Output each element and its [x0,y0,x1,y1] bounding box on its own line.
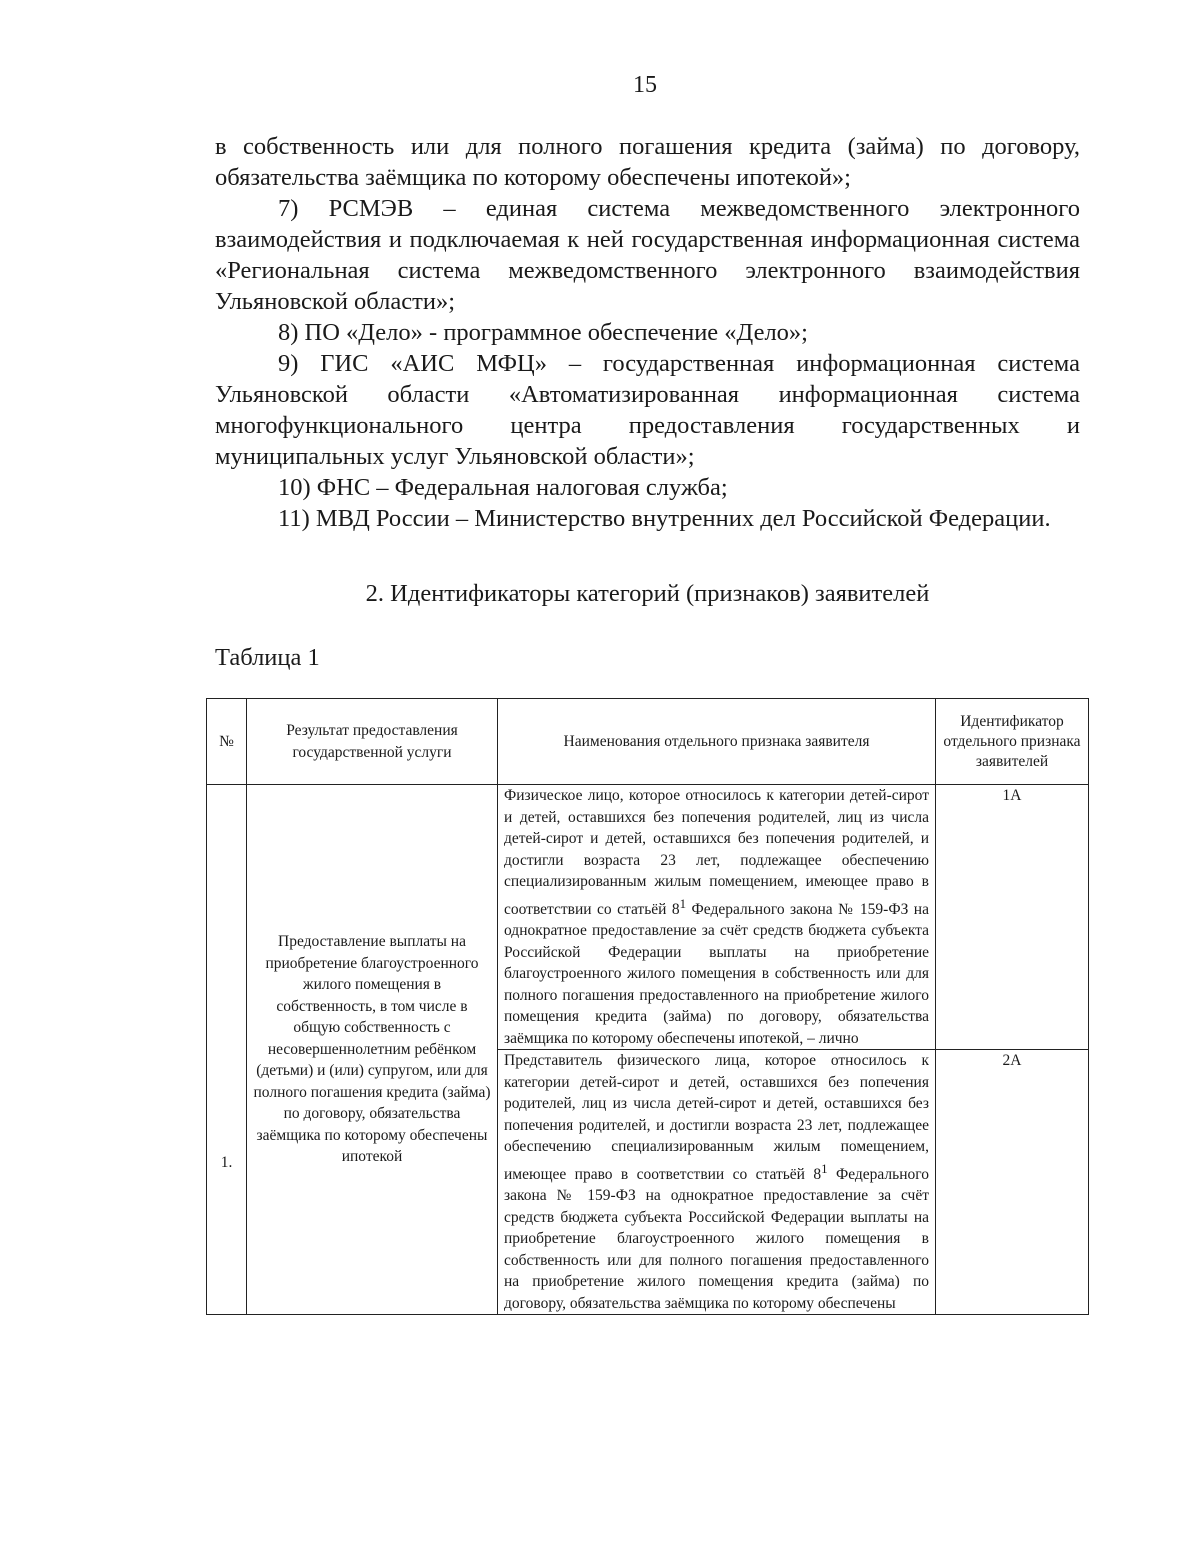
paragraph-gis-ais-mfc: 9) ГИС «АИС МФЦ» – государственная информационная система Ульяновской области «Автоматизированная информационная система многофункционального центра предоставления государственных и муниципальных услуг Ульяновской области»; [215,350,1080,470]
row-result: Предоставление выплаты на приобретение благоустроенного жилого помещения в собственность, в том числе в общую собственность с несовершеннолетним ребёнком (детьми) и (или) супругом, или для полного погашения кредита (займа) по договору, обязательства заёмщика по которому обеспечены ипотекой [247,785,498,1315]
desc-2-text: Представитель физического лица, которое относилось к категории детей-сирот и детей, оставшихся без попечения родителей, лиц из числа детей-сирот и детей, оставшихся без попечения родителей, и достигли возраста 23 лет, подлежащее обеспечению специализированным жилым помещением, имеющее право в соответствии со статьёй 8 [504,1052,929,1183]
header-num: № [207,699,247,785]
paragraph-po-delo: 8) ПО «Дело» - программное обеспечение «Дело»; [278,319,808,346]
identifiers-table [206,698,1089,1315]
page-number: 15 [633,72,657,98]
section-heading: 2. Идентификаторы категорий (признаков) заявителей [365,580,930,607]
desc-2-text-end: Федерального закона № 159-ФЗ на однократное предоставление за счёт средств бюджета субъекта Российской Федерации выплаты на приобретение благоустроенного жилого помещения в собственность или для полного погашения предоставленного на приобретение жилого помещения кредита (займа) по договору, обязательства заёмщика по которому обеспечены [504,1165,929,1312]
row-desc-1 [498,785,936,1050]
table-row [207,785,1089,1050]
table-caption: Таблица 1 [215,644,320,671]
body-text [215,131,1080,534]
paragraph-fns: 10) ФНС – Федеральная налоговая служба; [278,474,728,501]
paragraph-mvd: 11) МВД России – Министерство внутренних дел Российской Федерации. [278,505,1051,532]
header-result: Результат предоставления государственной услуги [247,699,498,785]
desc-2-sup: 1 [821,1160,828,1176]
desc-1-text: Физическое лицо, которое относилось к категории детей-сирот и детей, оставшихся без попечения родителей, лиц из числа детей-сирот и детей, оставшихся без попечения родителей, и достигли возраста 23 лет, подлежащее обеспечению специализированным жилым помещением, имеющее право в соответствии со статьёй 8 [504,787,929,918]
header-name: Наименования отдельного признака заявителя [498,699,936,785]
paragraph-continuation: в собственность или для полного погашения кредита (займа) по договору, обязательства заёмщика по которому обеспечены ипотекой»; [215,133,1080,191]
desc-1-sup: 1 [679,895,687,911]
paragraph-rsmev: 7) РСМЭВ – единая система межведомственного электронного взаимодействия и подключаемая к ней государственная информационная система «Региональная система межведомственного электронного взаимодействия Ульяновской области»; [215,195,1080,315]
row-desc-2 [498,1050,936,1315]
table-header-row [207,699,1089,785]
row-id-1: 1А [936,785,1089,1050]
desc-1-text-end: Федерального закона № 159-ФЗ на однократное предоставление за счёт средств бюджета субъекта Российской Федерации выплаты на приобретение благоустроенного жилого помещения в собственность или для полного погашения предоставленного на приобретение жилого помещения кредита (займа) по договору, обязательства заёмщика по которому обеспечены ипотекой, – лично [504,900,929,1047]
row-number [207,785,247,1315]
row-number-text: 1. [220,1153,233,1171]
header-identifier: Идентификатор отдельного признака заявителей [936,699,1089,785]
row-id-2: 2А [936,1050,1089,1315]
